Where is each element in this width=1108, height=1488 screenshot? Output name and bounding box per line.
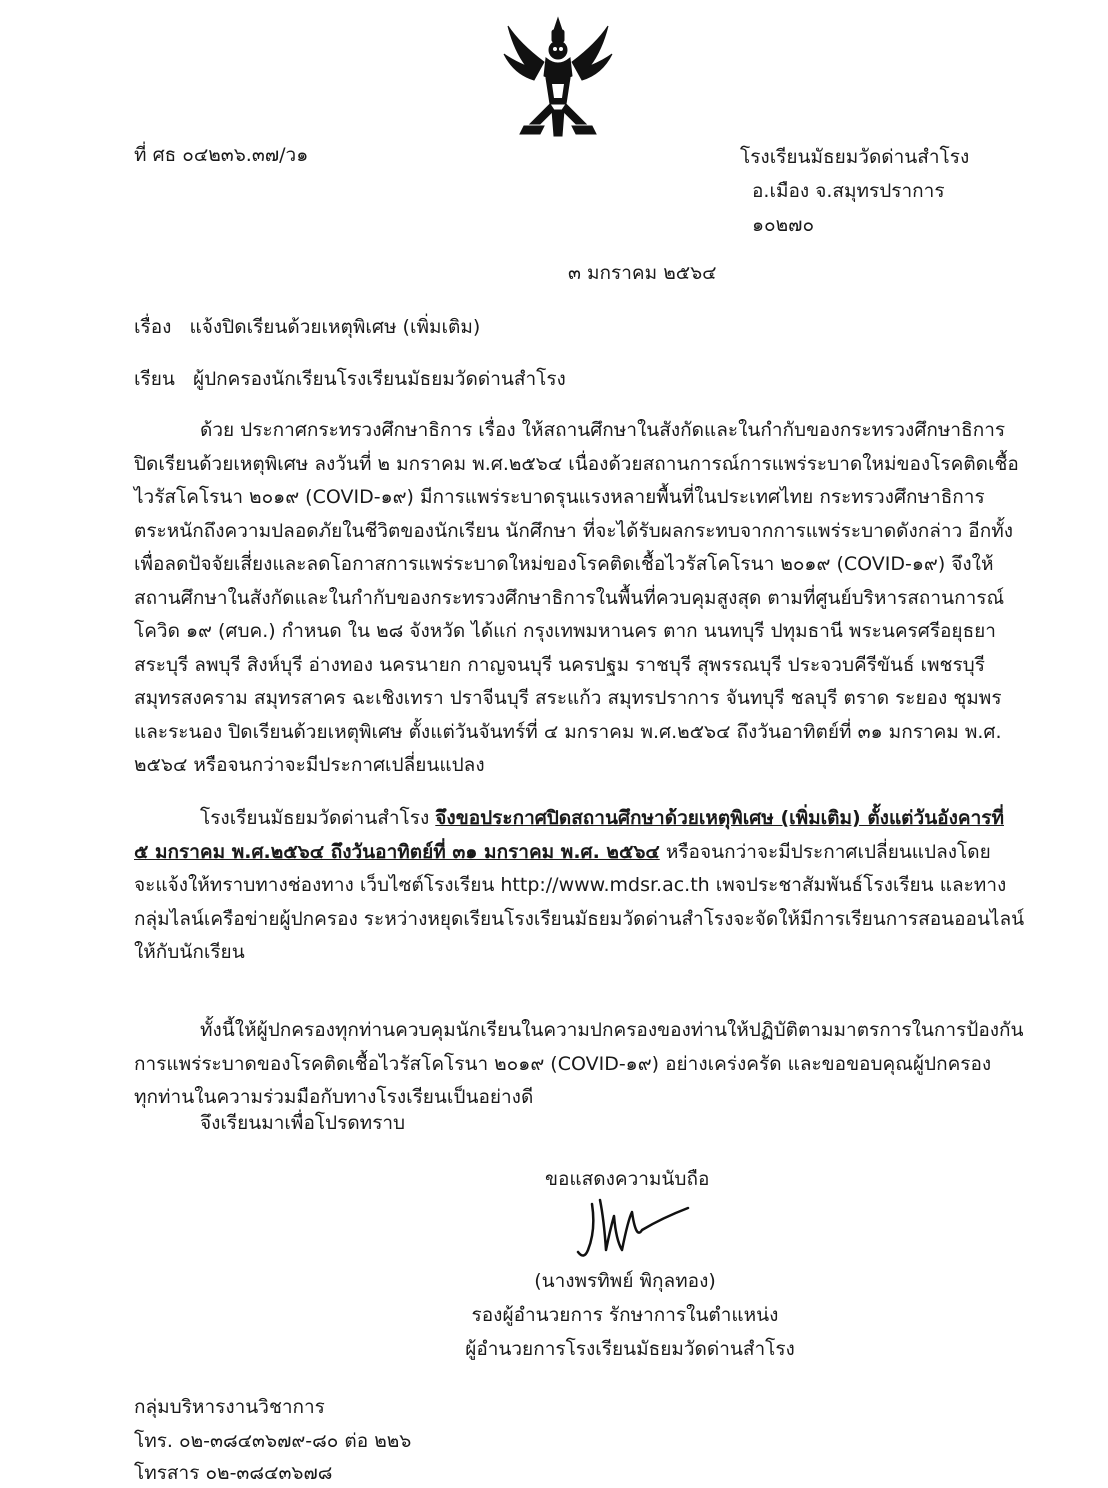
paragraph-line: การแพร่ระบาดของโรคติดเชื้อไวรัสโคโรนา ๒๐๑๙ (COVID-๑๙) อย่างเคร่งครัด และขอขอบคุณผู้ปกครอง: [134, 1052, 992, 1075]
garuda-emblem-icon: [500, 14, 616, 140]
closing-line: จึงเรียนมาเพื่อโปรดทราบ: [200, 1112, 406, 1134]
paragraph-line: กลุ่มไลน์เครือข่ายผู้ปกครอง ระหว่างหยุดเรียนโรงเรียนมัธยมวัดด่านสำโรงจะจัดให้มีการเรียนการสอนออนไลน์: [134, 907, 1025, 930]
closure-text: หรือจนกว่าจะมีประกาศเปลี่ยนแปลงโดย: [659, 840, 991, 863]
paragraph-line: โควิด ๑๙ (ศบค.) กำหนด ใน ๒๘ จังหวัด ได้แก่ กรุงเทพมหานคร ตาก นนทบุรี ปทุมธานี พระนครศรีอยุธยา: [134, 620, 996, 642]
paragraph-line: จะแจ้งให้ทราบทางช่องทาง เว็บไซต์โรงเรียน http://www.mdsr.ac.th เพจประชาสัมพันธ์โรงเรียน และทาง: [134, 874, 1007, 896]
closure-text: โรงเรียนมัธยมวัดด่านสำโรง: [200, 807, 436, 829]
signatory-title: รองผู้อำนวยการ รักษาการในตำแหน่ง: [471, 1304, 779, 1326]
postal-code: ๑๐๒๗๐: [752, 214, 815, 236]
paragraph-announcement: [134, 414, 1019, 783]
paragraph-school-closure: [134, 802, 1025, 970]
signatory-name: (นางพรทิพย์ พิกุลทอง): [534, 1270, 716, 1292]
phone-number: โทร. ๐๒-๓๘๔๓๖๗๙-๘๐ ต่อ ๒๒๖: [134, 1430, 412, 1452]
paragraph-line: ตระหนักถึงความปลอดภัยในชีวิตของนักเรียน นักศึกษา ที่จะได้รับผลกระทบจากการแพร่ระบาดดังกล่าว อีกทั้ง: [134, 519, 1014, 542]
paragraph-line: ไวรัสโคโรนา ๒๐๑๙ (COVID-๑๙) มีการแพร่ระบาดรุนแรงหลายพื้นที่ในประเทศไทย กระทรวงศึกษาธิการ: [134, 486, 985, 508]
paragraph-line: ทุกท่านในความร่วมมือกับทางโรงเรียนเป็นอย่างดี: [134, 1086, 534, 1108]
regards-line: ขอแสดงความนับถือ: [545, 1168, 710, 1190]
recipient-text: ผู้ปกครองนักเรียนโรงเรียนมัธยมวัดด่านสำโรง: [192, 368, 566, 390]
document-number: ที่ ศธ ๐๔๒๓๖.๓๗/ว๑: [134, 144, 309, 166]
school-name: โรงเรียนมัธยมวัดด่านสำโรง: [740, 146, 970, 168]
paragraph-line: ให้กับนักเรียน: [134, 941, 245, 963]
fax-number: โทรสาร ๐๒-๓๘๔๓๖๗๘: [134, 1462, 333, 1484]
paragraph-line: และระนอง ปิดเรียนด้วยเหตุพิเศษ ตั้งแต่วันจันทร์ที่ ๔ มกราคม พ.ศ.๒๕๖๔ ถึงวันอาทิตย์ที่ ๓๑ มกราคม พ.ศ.: [134, 720, 1002, 743]
paragraph-parent-request: [134, 1014, 1024, 1115]
department-name: กลุ่มบริหารงานวิชาการ: [134, 1396, 325, 1418]
paragraph-line: ๒๕๖๔ หรือจนกว่าจะมีประกาศเปลี่ยนแปลง: [134, 754, 485, 776]
recipient-label: เรียน: [134, 368, 175, 390]
paragraph-line: ทั้งนี้ให้ผู้ปกครองทุกท่านควบคุมนักเรียนในความปกครองของท่านให้ปฏิบัติตามมาตรการในการป้องกัน: [200, 1019, 1024, 1041]
paragraph-line: ด้วย ประกาศกระทรวงศึกษาธิการ เรื่อง ให้สถานศึกษาในสังกัดและในกำกับของกระทรวงศึกษาธิการ: [200, 419, 1006, 441]
subject-text: แจ้งปิดเรียนด้วยเหตุพิเศษ (เพิ่มเติม): [189, 316, 481, 338]
letter-date: ๓ มกราคม ๒๕๖๔: [568, 262, 717, 284]
closure-emphasis: จึงขอประกาศปิดสถานศึกษาด้วยเหตุพิเศษ (เพิ่มเติม) ตั้งแต่วันอังคารที่: [435, 807, 1004, 829]
paragraph-line: สมุทรสงคราม สมุทรสาคร ฉะเชิงเทรา ปราจีนบุรี สระแก้ว สมุทรปราการ จันทบุรี ชลบุรี ตราด ระยอง ชุมพร: [134, 687, 1002, 709]
paragraph-line: สระบุรี ลพบุรี สิงห์บุรี อ่างทอง นครนายก กาญจนบุรี นครปฐม ราชบุรี สุพรรณบุรี ประจวบคีรีขันธ์ เพชรบุรี: [134, 653, 985, 676]
paragraph-line: สถานศึกษาในสังกัดและในกำกับของกระทรวงศึกษาธิการในพื้นที่ควบคุมสูงสุด ตามที่ศูนย์บริหารสถานการณ์: [134, 586, 1005, 609]
signature-icon: [570, 1190, 702, 1268]
closure-emphasis-dates: ๕ มกราคม พ.ศ.๒๕๖๔ ถึงวันอาทิตย์ที่ ๓๑ มกราคม พ.ศ. ๒๕๖๔: [134, 840, 660, 863]
subject-label: เรื่อง: [134, 316, 172, 338]
paragraph-line: ปิดเรียนด้วยเหตุพิเศษ ลงวันที่ ๒ มกราคม พ.ศ.๒๕๖๔ เนื่องด้วยสถานการณ์การแพร่ระบาดใหม่ของโรคติดเชื้อ: [134, 452, 1019, 475]
signatory-position: ผู้อำนวยการโรงเรียนมัธยมวัดด่านสำโรง: [465, 1338, 795, 1360]
subject-line: [134, 312, 480, 342]
paragraph-line: เพื่อลดปัจจัยเสี่ยงและลดโอกาสการแพร่ระบาดใหม่ของโรคติดเชื้อไวรัสโคโรนา ๒๐๑๙ (COVID-๑๙) จึงให้: [134, 553, 994, 575]
school-district: อ.เมือง จ.สมุทรปราการ: [752, 180, 945, 202]
recipient-line: [134, 364, 566, 394]
